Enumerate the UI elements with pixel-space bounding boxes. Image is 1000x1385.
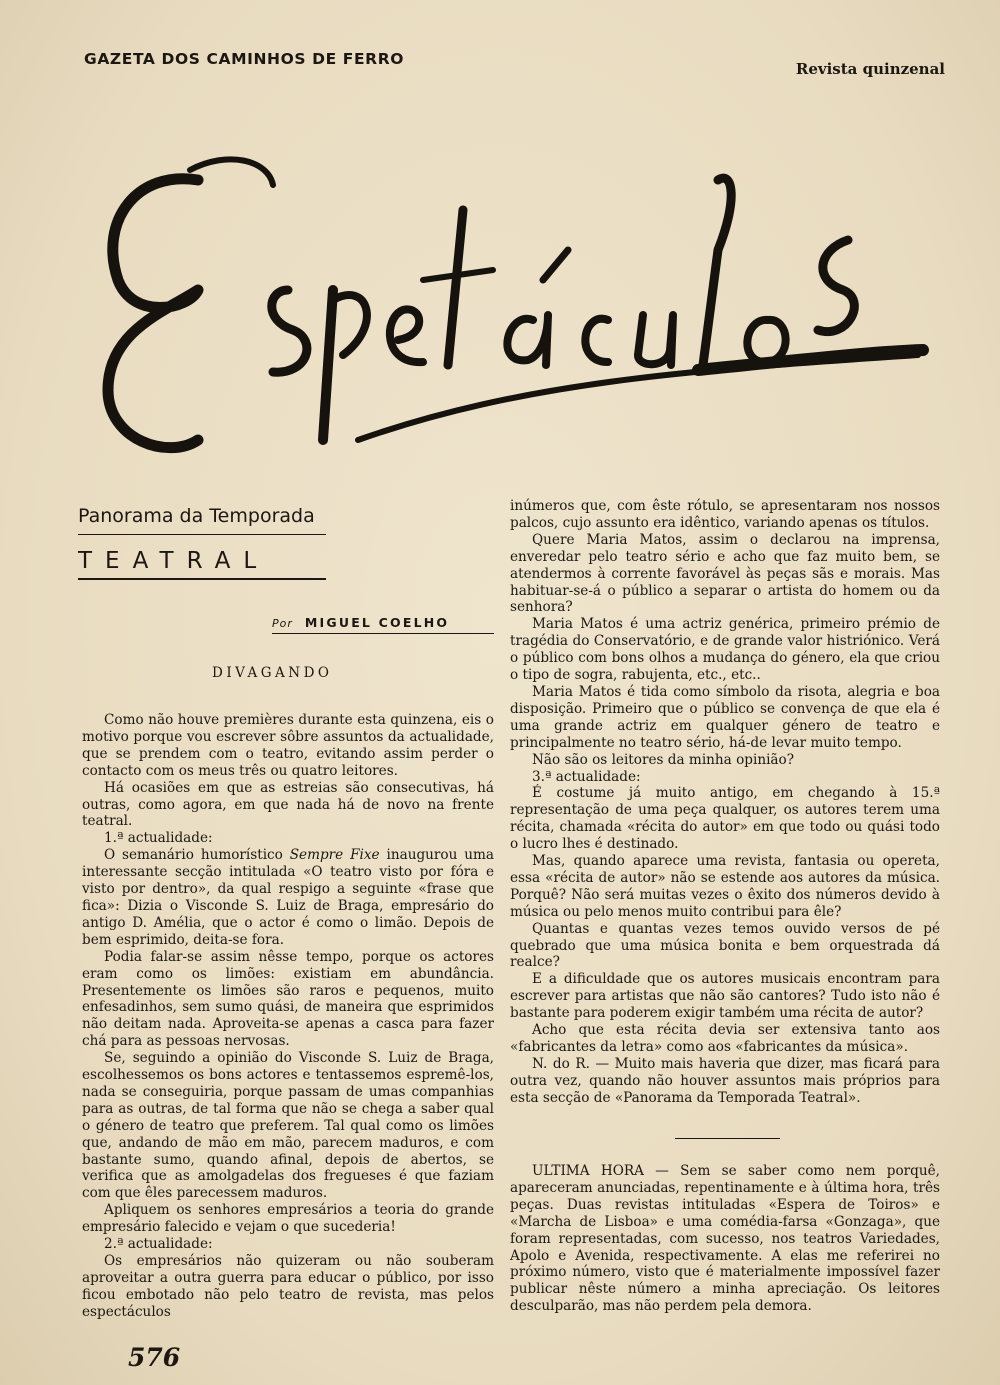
paragraph: inúmeros que, com êste rótulo, se apresentaram nos nossos palcos, cujo assunto era idêntico, variando apenas os títulos.	[510, 498, 940, 531]
byline-prefix: Por	[272, 617, 293, 630]
paragraph: O semanário humorístico Sempre Fixe inaugurou uma interessante secção intitulada «O teatro visto por fóra e visto por dentro», da qual respigo a seguinte «frase que fica»: Dizia o Visconde S. Luiz de Braga, empresário do antigo D. Amélia, que o actor é como o limão. Depois de bem esprimido, deita-se fora.	[82, 847, 494, 948]
left-column	[82, 712, 494, 1321]
paragraph: É costume já muito antigo, em chegando à 15.ª representação de uma peça qualquer, os autores terem uma récita, chamada «récita do autor» em que todo ou quási todo o lucro lhes é destinado.	[510, 785, 940, 853]
paragraph: Apliquem os senhores empresários a teoria do grande empresário falecido e vejam o que sucederia!	[82, 1202, 494, 1236]
paragraph: 3.ª actualidade:	[532, 768, 641, 785]
paragraph: E a dificuldade que os autores musicais encontram para escrever para artistas que não são cantores? Tudo isto não é bastante para poderem exigir também uma récita de autor?	[510, 971, 940, 1022]
section-title: TEATRAL	[78, 548, 270, 574]
paragraph: ULTIMA HORA — Sem se saber como nem porquê, apareceram anunciadas, repentinamente e à última hora, três peças. Duas revistas intituladas «Espera de Toiros» e «Marcha de Lisboa» e uma comédia-farsa «Gonzaga», que foram representadas, com sucesso, nos teatros Variedades, Apolo e Avenida, respectivamente. A elas me referirei no próximo número, visto que é materialmente impossível fazer publicar nêste número a minha apreciação. Os leitores desculparão, mas não perdem pela demora.	[510, 1163, 940, 1315]
subheading: DIVAGANDO	[212, 665, 333, 681]
paragraph: Acho que esta récita devia ser extensiva tanto aos «fabricantes da letra» como aos «fabricantes da música».	[510, 1022, 940, 1055]
paragraph: 2.ª actualidade:	[104, 1236, 213, 1253]
paragraph: Não são os leitores da minha opinião?	[532, 751, 795, 768]
paragraph: 1.ª actualidade:	[104, 830, 213, 847]
paragraph: Quantas e quantas vezes temos ouvido versos de pé quebrado que uma música bonita e bem orquestrada dá realce?	[510, 920, 940, 971]
page-number: 576	[128, 1343, 181, 1372]
paragraph: Mas, quando aparece uma revista, fantasia ou opereta, essa «récita de autor» não se estende aos autores da música. Porquê? Não será muitas vezes o êxito dos números devido à música ou pelo menos muito contribui para êle?	[510, 853, 940, 920]
byline	[272, 615, 494, 634]
paragraph: Como não houve premières durante esta quinzena, eis o motivo porque vou escrever sôbre assuntos da actualidade, que se prendem com o teatro, evitando assim perder o contacto com os meus três ou quatro leitores.	[82, 712, 494, 779]
byline-author: MIGUEL COELHO	[304, 615, 450, 630]
divider	[675, 1138, 780, 1139]
paragraph: Se, seguindo a opinião do Visconde S. Luiz de Braga, escolhessemos os bons actores e tentassemos espremê-los, nada se conseguiria, porque passam de umas companhias para as outras, de tal forma que não se chega a saber qual o género de teatro que preferem. Tal qual como os limões que, andando de mão em mão, parecem maduros, e com bastante sumo, quando afinal, depois de abertos, se verifica que as amolgadelas dos fregueses é que faziam com que êles parecessem maduros.	[82, 1050, 494, 1202]
divider	[78, 534, 326, 535]
paragraph: Maria Matos é uma actriz genérica, primeiro prémio de tragédia do Conservatório, e de grande valor histriónico. Verá o público com bons olhos a mudança do género, ela que criou o tipo de sogra, rabujenta, etc., etc..	[510, 616, 940, 684]
section-kicker: Panorama da Temporada	[78, 505, 315, 527]
magazine-subtitle: Revista quinzenal	[795, 60, 945, 78]
divider	[78, 578, 326, 580]
right-column	[510, 498, 940, 1107]
publication-name: Sempre Fixe	[289, 847, 380, 864]
paragraph: Há ocasiões em que as estreias são consecutivas, há outras, como agora, em que nada há de novo na frente teatral.	[82, 779, 494, 830]
late-news-paragraph	[510, 1163, 940, 1315]
paragraph: Os empresários não quizeram ou não souberam aproveitar a outra guerra para educar o público, por isso ficou embotado não pelo teatro de revista, mas pelos espectáculos	[82, 1253, 494, 1320]
paragraph: Quere Maria Matos, assim o declarou na imprensa, enveredar pelo teatro sério e acho que faz muito bem, se atendermos à corrente favorável às peças sãs e morais. Mas habituar-se-á o público a separar o artista do homem ou da senhora?	[510, 531, 940, 616]
paragraph: Podia falar-se assim nêsse tempo, porque os actores eram como os limões: existiam em abundância. Presentemente os limões são raros e pequenos, muito enfesadinhos, sem sumo quási, de maneira que esprimidos não deitam nada. Aproveita-se apenas a casca para fazer chá para as pessoas nervosas.	[82, 948, 494, 1050]
paragraph: Maria Matos é tida como símbolo da risota, alegria e boa disposição. Primeiro que o público se convença de que ela é uma grande actriz em qualquer género de teatro e principalmente no teatro sério, há-de levar muito tempo.	[510, 683, 940, 751]
script-title-logo	[78, 140, 938, 480]
paragraph: N. do R. — Muito mais haveria que dizer, mas ficará para outra vez, quando não houver assuntos mais próprios para esta secção de «Panorama da Temporada Teatral».	[510, 1055, 940, 1106]
magazine-title: GAZETA DOS CAMINHOS DE FERRO	[84, 50, 405, 68]
